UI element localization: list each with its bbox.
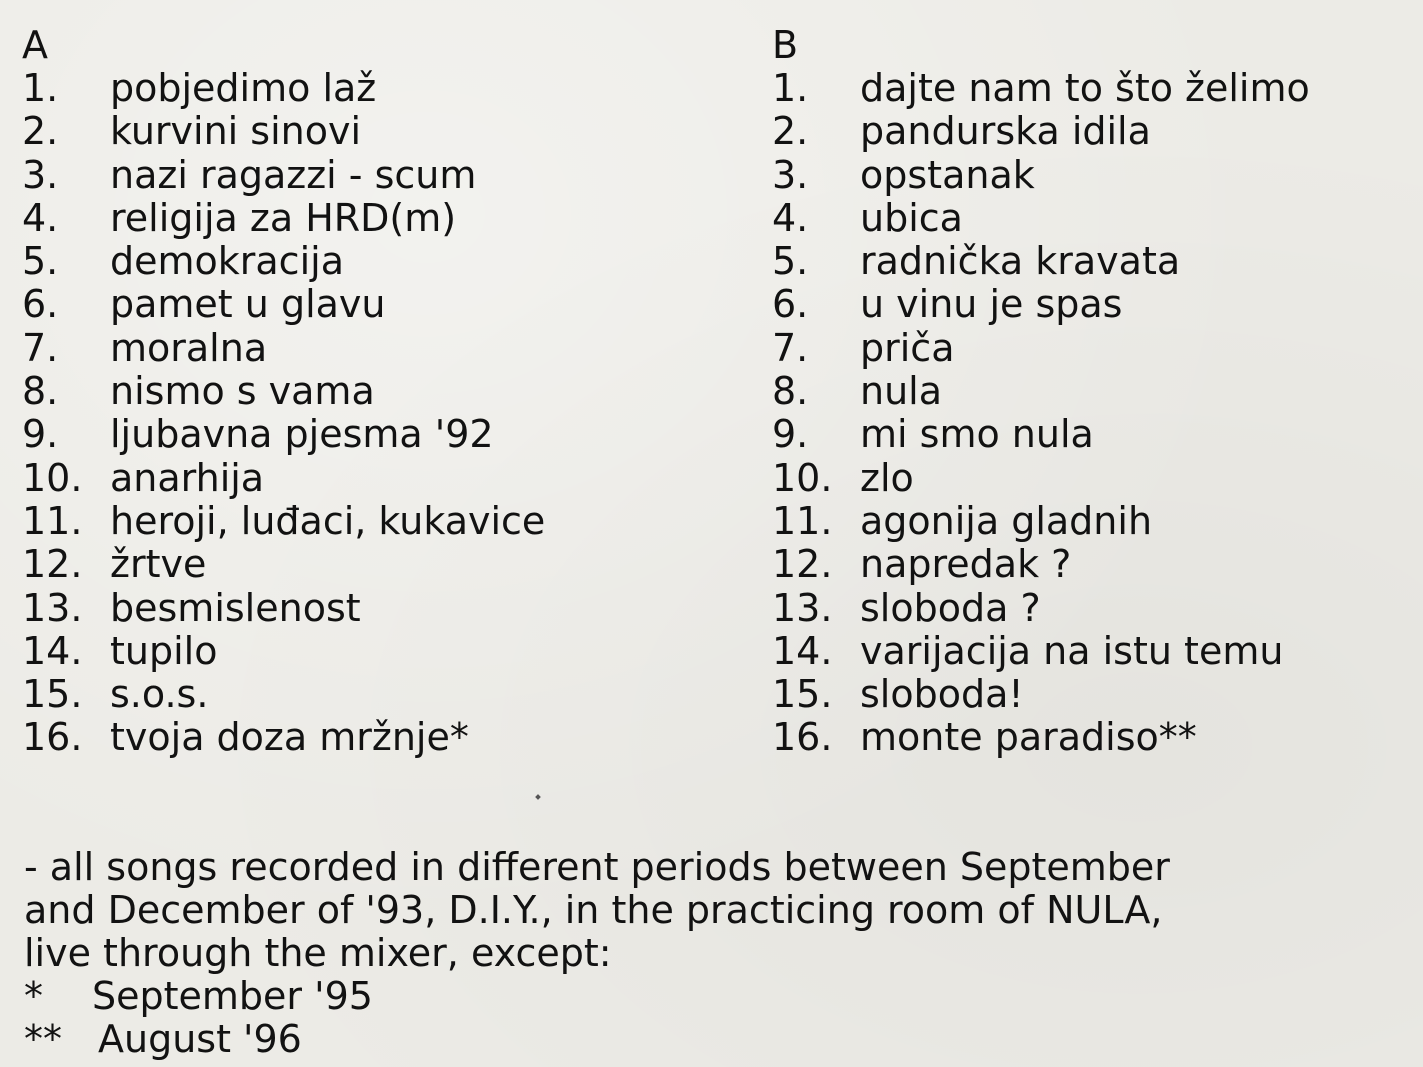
track-title: ubica <box>860 195 963 240</box>
track-row <box>22 500 545 543</box>
track-title: napredak ? <box>860 542 1072 587</box>
track-number: 15. <box>772 672 833 717</box>
side-b-header: B <box>772 23 799 67</box>
track-row <box>772 110 1310 153</box>
track-number: 7. <box>22 325 59 370</box>
track-number: 13. <box>772 585 833 630</box>
track-row <box>772 543 1310 586</box>
track-row <box>22 457 545 500</box>
track-title: tupilo <box>110 628 218 673</box>
footnote-mark: * <box>24 974 43 1018</box>
track-title: demokracija <box>110 239 344 284</box>
track-number: 16. <box>22 715 83 760</box>
track-title: nismo s vama <box>110 369 375 414</box>
track-title: zlo <box>860 455 914 500</box>
track-number: 10. <box>772 455 833 500</box>
track-title: s.o.s. <box>110 672 209 717</box>
track-title: sloboda ? <box>860 585 1041 630</box>
track-row <box>22 587 545 630</box>
track-row <box>22 716 545 759</box>
track-title: monte paradiso** <box>860 715 1197 760</box>
track-number: 12. <box>22 542 83 587</box>
track-row <box>22 327 545 370</box>
side-b-tracklist <box>772 24 1310 760</box>
track-number: 1. <box>22 66 59 110</box>
track-row <box>22 370 545 413</box>
track-row <box>22 154 545 197</box>
track-number: 2. <box>772 109 809 154</box>
footnote-text: September '95 <box>92 974 373 1018</box>
track-number: 11. <box>772 498 833 543</box>
track-title: nula <box>860 369 943 414</box>
side-a-tracklist <box>22 24 545 760</box>
track-row <box>22 240 545 283</box>
track-number: 4. <box>772 195 809 240</box>
paper-speck <box>535 794 541 800</box>
track-row <box>772 630 1310 673</box>
track-row <box>772 716 1310 759</box>
track-row <box>772 154 1310 197</box>
track-number: 5. <box>22 239 59 284</box>
track-row <box>772 413 1310 456</box>
track-number: 15. <box>22 672 83 717</box>
track-number: 12. <box>772 542 833 587</box>
track-row <box>772 67 1310 110</box>
track-row <box>22 110 545 153</box>
track-row <box>772 587 1310 630</box>
track-title: nazi ragazzi - scum <box>110 152 477 197</box>
track-row <box>22 197 545 240</box>
track-number: 13. <box>22 585 83 630</box>
track-title: tvoja doza mržnje* <box>110 715 469 760</box>
track-row <box>772 673 1310 716</box>
track-row <box>22 67 545 110</box>
track-number: 4. <box>22 195 59 240</box>
track-number: 2. <box>22 109 59 154</box>
track-number: 6. <box>772 282 809 327</box>
track-number: 14. <box>22 628 83 673</box>
track-title: anarhija <box>110 455 265 500</box>
track-title: priča <box>860 325 955 370</box>
track-number: 11. <box>22 498 83 543</box>
track-title: heroji, luđaci, kukavice <box>110 498 546 543</box>
track-title: pandurska idila <box>860 109 1151 154</box>
track-row <box>772 197 1310 240</box>
track-row <box>772 457 1310 500</box>
footnote-text: August '96 <box>98 1017 302 1061</box>
track-number: 14. <box>772 628 833 673</box>
track-title: kurvini sinovi <box>110 109 362 154</box>
track-title: mi smo nula <box>860 412 1094 457</box>
track-title: moralna <box>110 325 268 370</box>
track-title: u vinu je spas <box>860 282 1123 327</box>
track-title: religija za HRD(m) <box>110 195 457 240</box>
notes-line: live through the mixer, except: <box>24 931 612 975</box>
track-row <box>772 283 1310 326</box>
track-row <box>772 370 1310 413</box>
track-number: 3. <box>22 152 59 197</box>
track-number: 9. <box>772 412 809 457</box>
track-row <box>22 673 545 716</box>
side-a-tracks <box>22 67 545 760</box>
track-title: opstanak <box>860 152 1035 197</box>
track-title: besmislenost <box>110 585 361 630</box>
track-row <box>22 630 545 673</box>
track-title: pamet u glavu <box>110 282 386 327</box>
recording-notes <box>24 846 1404 1061</box>
track-title: pobjedimo laž <box>110 66 377 110</box>
track-row <box>22 413 545 456</box>
track-title: žrtve <box>110 542 207 587</box>
side-a-header: A <box>22 23 48 67</box>
track-number: 8. <box>772 369 809 414</box>
notes-line: - all songs recorded in different periods between September <box>24 845 1170 889</box>
track-number: 3. <box>772 152 809 197</box>
track-row <box>772 240 1310 283</box>
notes-line: and December of '93, D.I.Y., in the practicing room of NULA, <box>24 888 1163 932</box>
footnote-double-asterisk <box>24 1018 1404 1061</box>
track-number: 5. <box>772 239 809 284</box>
track-number: 7. <box>772 325 809 370</box>
track-number: 9. <box>22 412 59 457</box>
track-title: varijacija na istu temu <box>860 628 1284 673</box>
track-number: 10. <box>22 455 83 500</box>
track-number: 6. <box>22 282 59 327</box>
footnote-mark: ** <box>24 1017 62 1061</box>
track-number: 16. <box>772 715 833 760</box>
track-row <box>22 543 545 586</box>
track-title: sloboda! <box>860 672 1024 717</box>
track-title: agonija gladnih <box>860 498 1153 543</box>
side-b-tracks <box>772 67 1310 760</box>
track-number: 8. <box>22 369 59 414</box>
track-title: dajte nam to što želimo <box>860 66 1310 110</box>
footnote-single-asterisk <box>24 975 1404 1018</box>
track-row <box>22 283 545 326</box>
track-row <box>772 500 1310 543</box>
track-title: ljubavna pjesma '92 <box>110 412 494 457</box>
track-number: 1. <box>772 66 809 110</box>
track-row <box>772 327 1310 370</box>
track-title: radnička kravata <box>860 239 1181 284</box>
